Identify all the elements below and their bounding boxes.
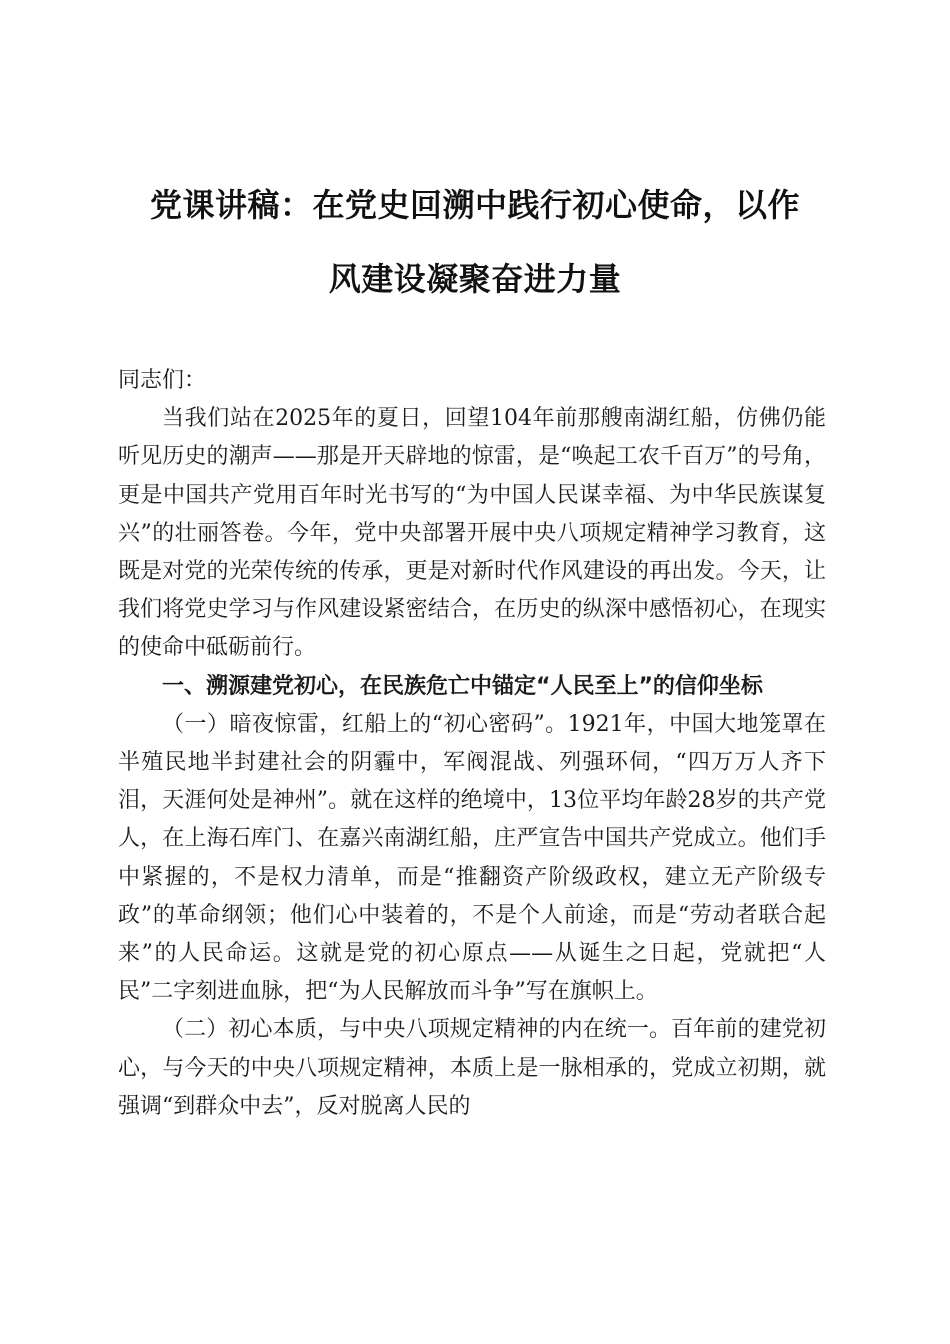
- intro-paragraph: 当我们站在2025年的夏日，回望104年前那艘南湖红船，仿佛仍能听见历史的潮声——那是开天辟地的惊雷，是“唤起工农千百万”的号角，更是中国共产党用百年时光书写的“为中国人民谋幸福、为中华民族谋复兴”的壮丽答卷。今年，党中央部署开展中央八项规定精神学习教育，这既是对党的光荣传统的传承，更是对新时代作风建设的再出发。今天，让我们将党史学习与作风建设紧密结合，在历史的纵深中感悟初心，在现实的使命中砥砺前行。: [118, 406, 826, 661]
- subsection-2-paragraph: （二）初心本质，与中央八项规定精神的内在统一。百年前的建党初心，与今天的中央八项规定精神，本质上是一脉相承的，党成立初期，就强调“到群众中去”，反对脱离人民的: [118, 1017, 826, 1119]
- title-line-2: 风建设凝聚奋进力量: [328, 260, 622, 298]
- document-body: [118, 362, 826, 1126]
- section-heading-1: 一、溯源建党初心，在民族危亡中锚定“人民至上”的信仰坐标: [162, 673, 763, 699]
- subsection-1-paragraph: （一）暗夜惊雷，红船上的“初心密码”。1921年，中国大地笼罩在半殖民地半封建社会的阴霾中，军阀混战、列强环伺，“四万万人齐下泪，天涯何处是神州”。就在这样的绝境中，13位平均年龄28岁的共产党人，在上海石库门、在嘉兴南湖红船，庄严宣告中国共产党成立。他们手中紧握的，不是权力清单，而是“推翻资产阶级政权，建立无产阶级专政”的革命纲领；他们心中装着的，不是个人前途，而是“劳动者联合起来”的人民命运。这就是党的初心原点——从诞生之日起，党就把“人民”二字刻进血脉，把“为人民解放而斗争”写在旗帜上。: [118, 711, 827, 1005]
- salutation: 同志们：: [118, 368, 207, 393]
- document-title: [118, 168, 832, 316]
- title-line-1: 党课讲稿：在党史回溯中践行初心使命，以作: [149, 186, 800, 224]
